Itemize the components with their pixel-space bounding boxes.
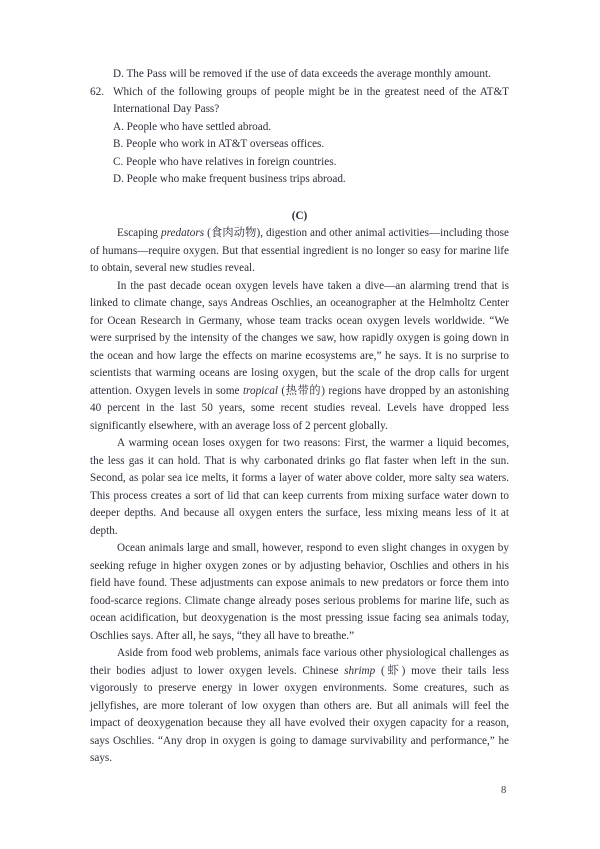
passage-c-heading: (C) — [291, 209, 308, 222]
question-62-option-d: D. People who make frequent business trips abroad. — [113, 173, 346, 185]
page-content — [90, 66, 509, 768]
question-62-option-c: C. People who have relatives in foreign countries. — [113, 155, 337, 168]
page-number: 8 — [501, 785, 507, 796]
question-62-number: 62. — [90, 85, 104, 98]
question-62 — [90, 84, 509, 119]
passage-paragraph-5: Aside from food web problems, animals face various other physiological challenges as their bodies adjust to lower oxygen levels. Chinese shrimp (虾) move their tails less vigorously to preserve energy in lower oxygen environments. Some creatures, such as jellyfishes, are more tolerant of low oxygen than others are. But all animals will feel the impact of deoxygenation because they all have evolved their oxygen capacity for a reason, says Oschlies. “Any drop in oxygen is going to damage survivability and performance,” he says. — [90, 647, 510, 764]
passage-paragraph-4: Ocean animals large and small, however, respond to even slight changes in oxygen by seeking refuge in higher oxygen zones or by adjusting behavior, Oschlies and others in his field have found. These adjustments can expose animals to new predators or force them into food-scarce regions. Climate change already poses serious problems for marine life, such as ocean acidification, but deoxygenation is the most pressing issue facing sea animals today, Oschlies says. After all, he says, “they all have to breathe.” — [90, 542, 509, 642]
passage-paragraph-1: Escaping predators (食肉动物), digestion and other animal activities—including those of humans—require oxygen. But that essential ingredient is no longer so easy for marine life to obtain, several new studies reveal. — [90, 227, 509, 274]
question-61-option-d: D. The Pass will be removed if the use of data exceeds the average monthly amount. — [113, 68, 491, 80]
question-62-option-b: B. People who work in AT&T overseas offices. — [113, 138, 325, 150]
passage-paragraph-3: A warming ocean loses oxygen for two reasons: First, the warmer a liquid becomes, the less gas it can hold. That is why carbonated drinks go flat faster when left in the sun. Second, as polar sea ice melts, it forms a layer of water above colder, more salty sea waters. This process creates a sort of lid that can keep currents from mixing surface water down to deeper depths. And because all oxygen enters the surface, less mixing means less of it at depth. — [90, 437, 509, 537]
question-62-option-a: A. People who have settled abroad. — [113, 120, 272, 133]
passage-paragraph-2: In the past decade ocean oxygen levels have taken a dive—an alarming trend that is linked to climate change, says Andreas Oschlies, an oceanographer at the Helmholtz Center for Ocean Research in Germany, whose team tracks ocean oxygen levels worldwide. “We were surprised by the intensity of the changes we saw, how rapidly oxygen is going down in the ocean and how large the effects on marine ecosystems are,” he says. It is no surprise to scientists that warming oceans are losing oxygen, but the scale of the drop calls for urgent attention. Oxygen levels in some tropical (热带的) regions have dropped by an astonishing 40 percent in the last 50 years, some recent studies reveal. Levels have dropped less significantly elsewhere, with an average loss of 2 percent globally. — [90, 279, 509, 432]
question-62-text: Which of the following groups of people might be in the greatest need of the AT&T International Day Pass? — [113, 85, 509, 115]
